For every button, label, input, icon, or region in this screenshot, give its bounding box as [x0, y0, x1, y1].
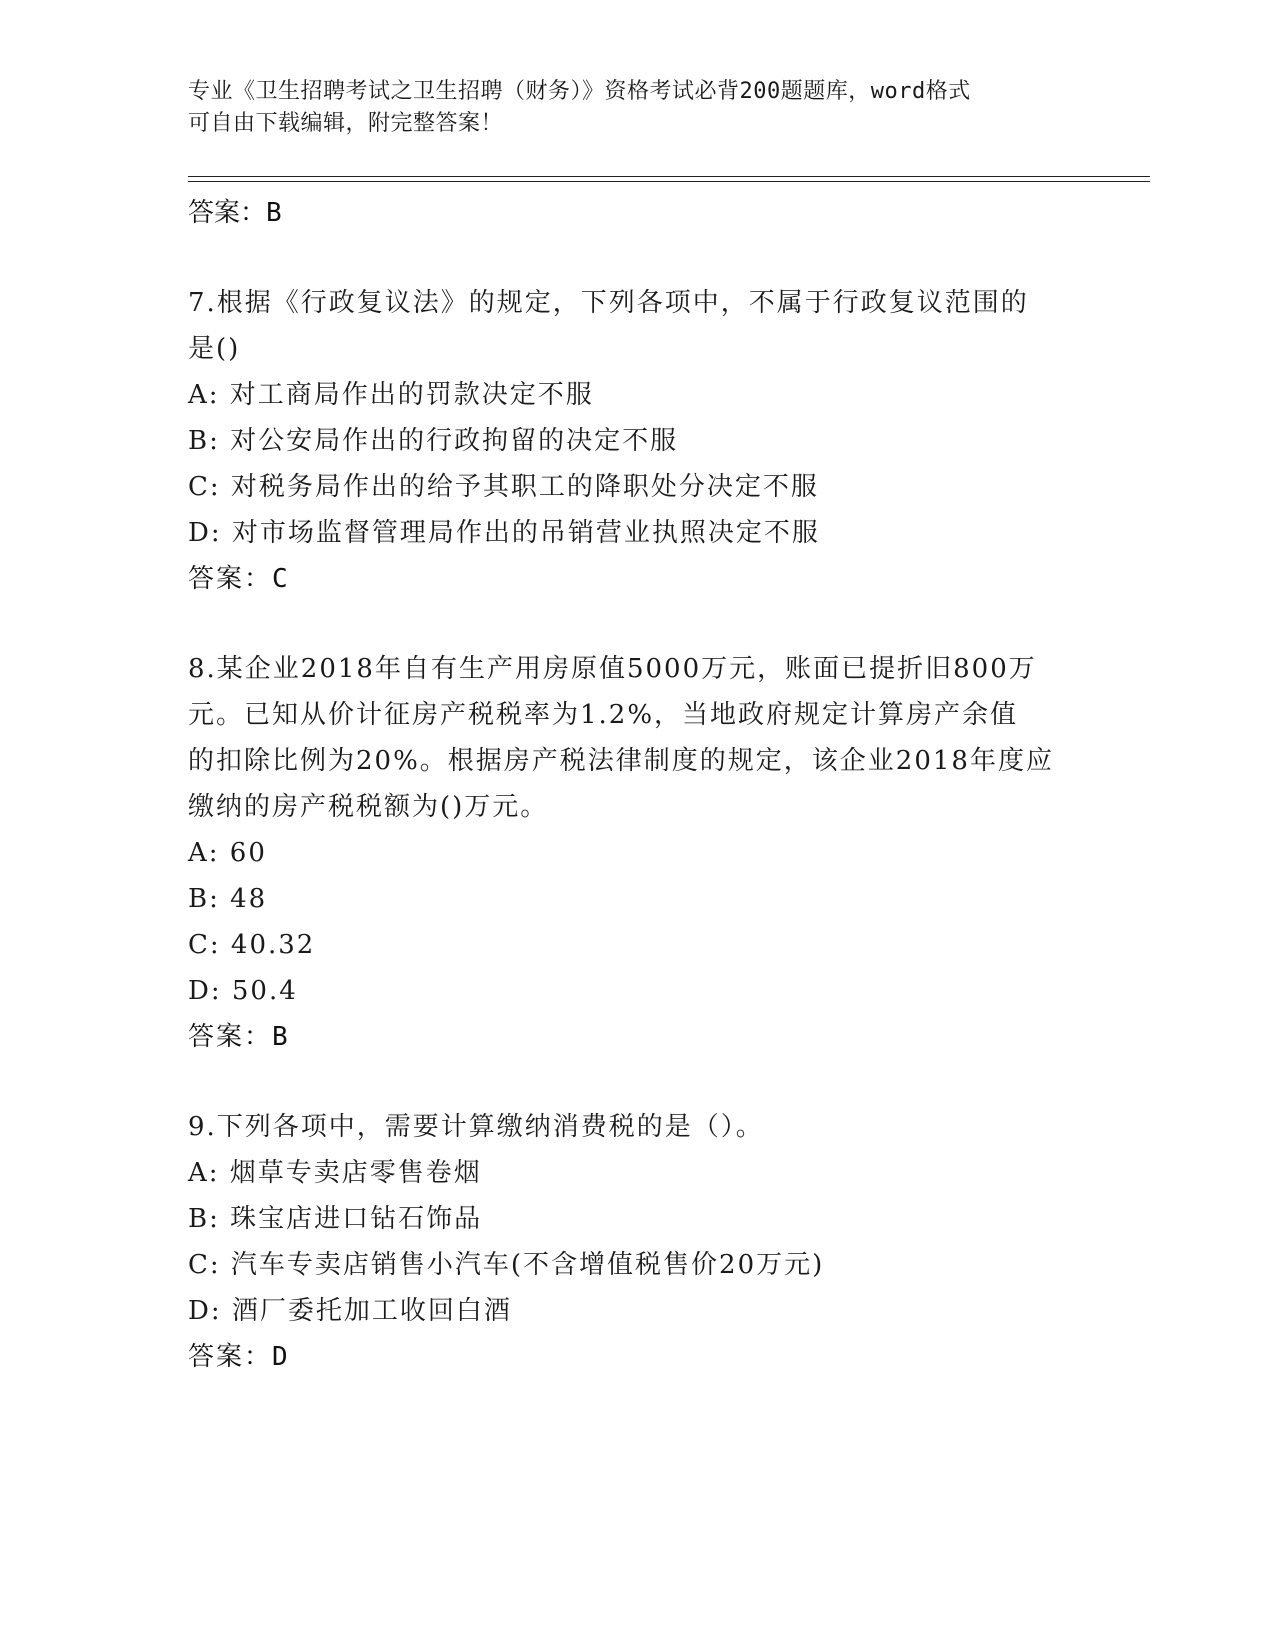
- option-b: B: 48: [188, 884, 268, 914]
- option-c: C: 对税务局作出的给予其职工的降职处分决定不服: [188, 472, 819, 502]
- answer: 答案：D: [188, 1342, 290, 1372]
- spacer: [188, 1060, 1088, 1104]
- option-a: A: 烟草专卖店零售卷烟: [188, 1158, 482, 1188]
- header-divider-top: [188, 176, 1150, 177]
- answer: 答案：B: [188, 1022, 290, 1052]
- option-a: A: 60: [188, 838, 267, 868]
- answer: 答案：C: [188, 564, 290, 594]
- question-text-line: 的扣除比例为20%。根据房产税法律制度的规定，该企业2018年度应: [188, 746, 1054, 776]
- option-d: D: 酒厂委托加工收回白酒: [188, 1296, 512, 1326]
- option-a: A: 对工商局作出的罚款决定不服: [188, 380, 594, 410]
- header-line-1: 专业《卫生招聘考试之卫生招聘（财务）》资格考试必背200题题库，word格式: [188, 79, 971, 104]
- option-c: C: 40.32: [188, 930, 316, 960]
- option-d: D: 对市场监督管理局作出的吊销营业执照决定不服: [188, 518, 820, 548]
- question-9: [188, 1104, 1088, 1380]
- header-divider-bottom: [188, 181, 1150, 182]
- option-b: B: 珠宝店进口钻石饰品: [188, 1204, 483, 1234]
- question-text-line: 是(): [188, 334, 241, 364]
- document-header: [188, 76, 1068, 140]
- option-b: B: 对公安局作出的行政拘留的决定不服: [188, 426, 679, 456]
- spacer: [188, 236, 1088, 280]
- spacer: [188, 602, 1088, 646]
- question-list: [188, 190, 1088, 1380]
- question-7: [188, 280, 1088, 602]
- option-d: D: 50.4: [188, 976, 298, 1006]
- question-8: [188, 646, 1088, 1060]
- option-c: C: 汽车专卖店销售小汽车(不含增值税售价20万元): [188, 1250, 825, 1280]
- question-text-line: 8.某企业2018年自有生产用房原值5000万元，账面已提折旧800万: [188, 654, 1037, 684]
- header-line-2: 可自由下载编辑，附完整答案！: [188, 111, 504, 136]
- previous-answer: 答案：B: [188, 198, 282, 228]
- question-text-line: 缴纳的房产税税额为()万元。: [188, 792, 549, 822]
- question-text-line: 7.根据《行政复议法》的规定，下列各项中，不属于行政复议范围的: [188, 288, 1029, 318]
- question-text-line: 元。已知从价计征房产税税率为1.2%，当地政府规定计算房产余值: [188, 700, 1019, 730]
- question-text-line: 9.下列各项中，需要计算缴纳消费税的是（）。: [188, 1112, 764, 1142]
